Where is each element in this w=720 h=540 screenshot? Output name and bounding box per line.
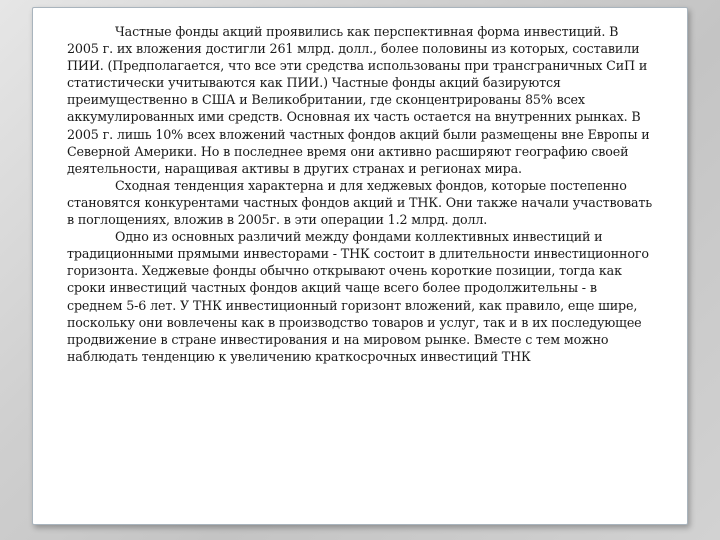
- paragraph-private-equity: Частные фонды акций проявились как перспективная форма инвестиций. В 2005 г. их вложения достигли 261 млрд. долл., более половины из которых, составили ПИИ. (Предполагается, что все эти средства использованы при трансграничных СиП и статистически учитываются как ПИИ.) Частные фонды акций базируются преимущественно в США и Великобритании, где сконцентрированы 85% всех аккумулированных ими средств. Основная их часть остается на внутренних рынках. В 2005 г. лишь 10% всех вложений частных фондов акций были размещены вне Европы и Северной Америки. Но в последнее время они активно расширяют географию своей деятельности, наращивая активы в других странах и регионах мира.: [67, 24, 650, 176]
- paragraph-investment-horizon: Одно из основных различий между фондами коллективных инвестиций и традиционными прямыми инвесторами - ТНК состоит в длительности инвестиционного горизонта. Хеджевые фонды обычно открывают очень короткие позиции, тогда как сроки инвестиций частных фондов акций чаще всего более продолжительны - в среднем 5-6 лет. У ТНК инвестиционный горизонт вложений, как правило, еще шире, поскольку они вовлечены как в производство товаров и услуг, так и в их последующее продвижение в стране инвестирования и на мировом рынке. Вместе с тем можно наблюдать тенденцию к увеличению краткосрочных инвестиций ТНК: [67, 229, 649, 364]
- paragraph-hedge-funds: Сходная тенденция характерна и для хеджевых фондов, которые постепенно становятся конкурентами частных фондов акций и ТНК. Они также начали участвовать в поглощениях, вложив в 2005г. в эти операции 1.2 млрд. долл.: [67, 177, 653, 228]
- content-frame: [32, 7, 688, 525]
- text-body: [67, 23, 653, 365]
